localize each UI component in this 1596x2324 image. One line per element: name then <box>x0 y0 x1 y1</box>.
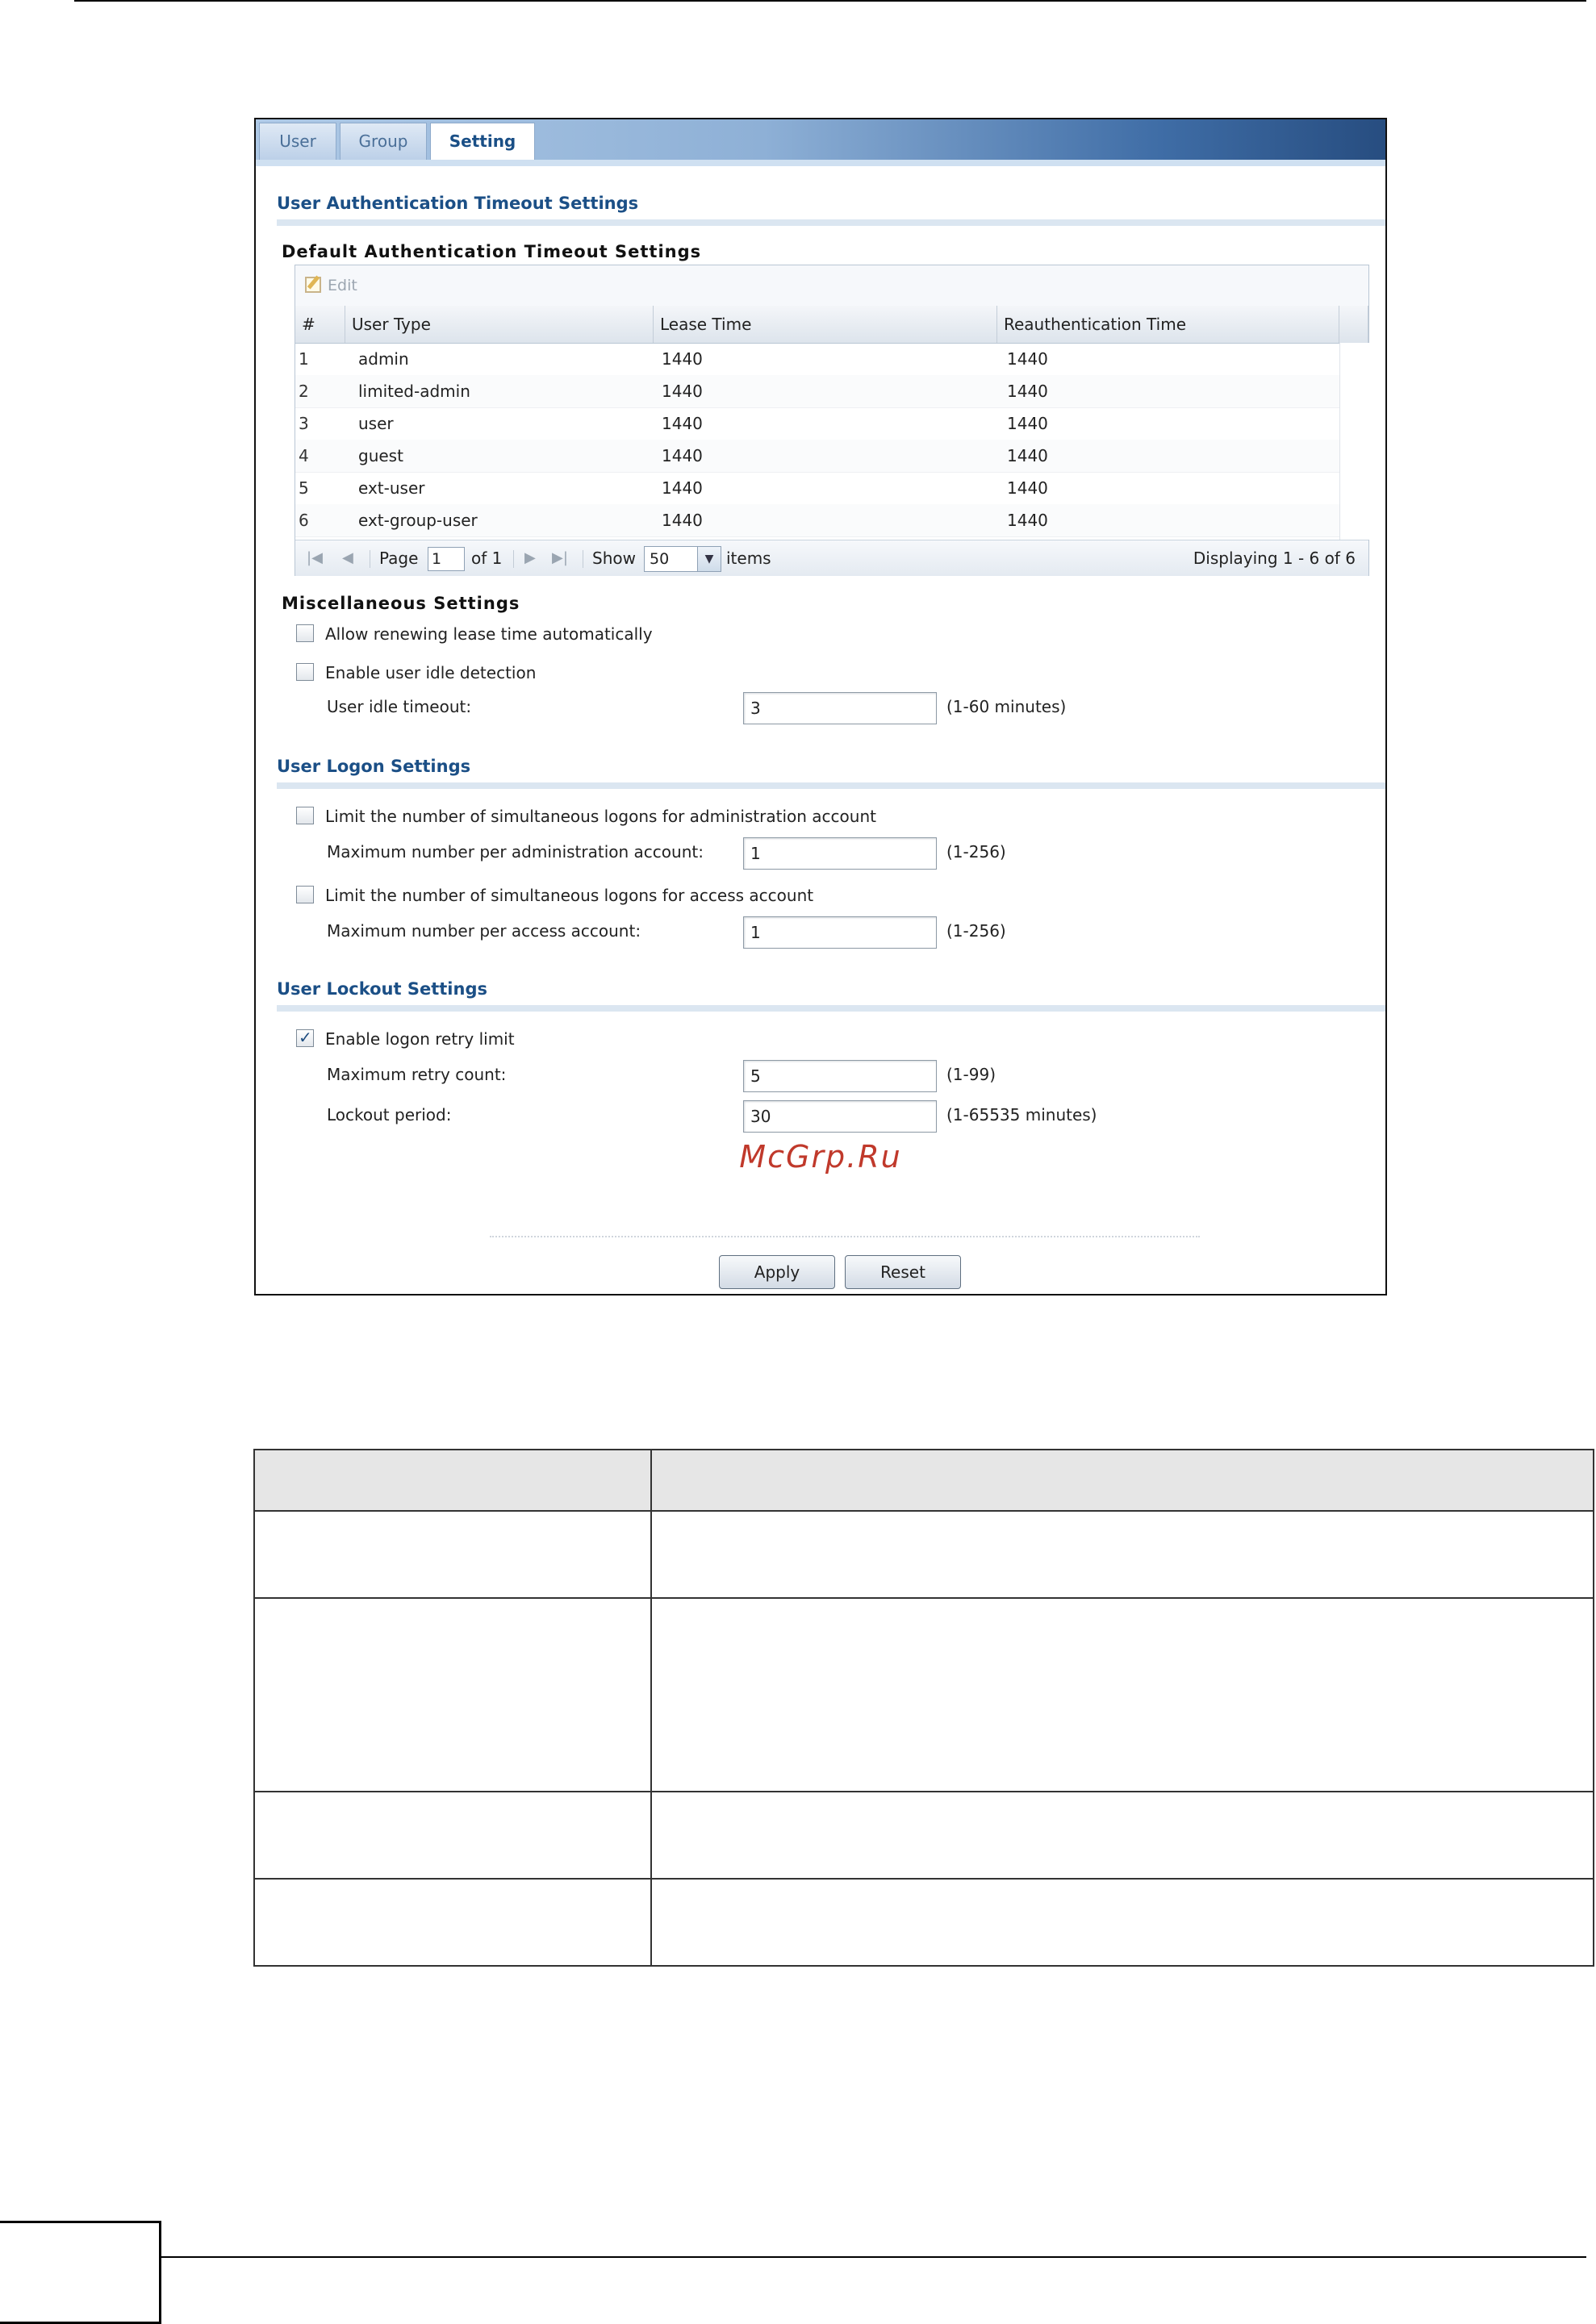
previous-page-icon[interactable]: ◀ <box>342 549 353 566</box>
max-admin-input[interactable]: 1 <box>743 837 937 870</box>
tab-bar-underline <box>256 160 1385 166</box>
table-scrollbar[interactable] <box>1339 343 1369 540</box>
lockout-section-title: User Lockout Settings <box>277 979 487 999</box>
max-admin-label: Maximum number per administration account: <box>327 842 704 862</box>
max-admin-hint: (1-256) <box>946 842 1006 862</box>
last-page-icon[interactable]: ▶| <box>552 549 568 566</box>
page-size-value: 50 <box>650 550 670 568</box>
max-access-input[interactable]: 1 <box>743 916 937 949</box>
retry-limit-checkbox[interactable] <box>296 1029 314 1047</box>
description-table-row <box>255 1880 1593 1965</box>
column-header-spacer <box>1339 306 1368 343</box>
page-top-rule <box>74 0 1586 2</box>
limit-admin-logons-checkbox[interactable] <box>296 807 314 824</box>
default-timeout-title: Default Authentication Timeout Settings <box>282 242 702 261</box>
limit-access-logons-checkbox[interactable] <box>296 886 314 903</box>
table-row[interactable] <box>295 472 1339 505</box>
chevron-down-icon: ▼ <box>697 547 721 571</box>
row-user-type: user <box>358 414 394 433</box>
reset-button[interactable]: Reset <box>845 1255 961 1289</box>
page-number-box <box>0 2221 161 2324</box>
row-user-type: guest <box>358 446 403 465</box>
row-reauth-time: 1440 <box>1007 414 1048 433</box>
allow-renew-label: Allow renewing lease time automatically <box>325 624 653 644</box>
column-header-user-type[interactable]: User Type <box>345 306 654 343</box>
row-number: 2 <box>299 382 309 401</box>
tab-user[interactable]: User <box>259 123 336 160</box>
page-number-input[interactable]: 1 <box>428 547 465 571</box>
limit-access-logons-label: Limit the number of simultaneous logons for access account <box>325 886 814 905</box>
idle-timeout-hint: (1-60 minutes) <box>946 697 1067 716</box>
max-retry-hint: (1-99) <box>946 1065 996 1084</box>
row-number: 5 <box>299 478 309 498</box>
column-header-lease-time[interactable]: Lease Time <box>654 306 997 343</box>
allow-renew-checkbox[interactable] <box>296 624 314 642</box>
row-user-type: ext-user <box>358 478 425 498</box>
page-label: Page <box>379 549 419 568</box>
row-user-type: ext-group-user <box>358 511 478 530</box>
idle-timeout-label: User idle timeout: <box>327 697 472 716</box>
max-retry-label: Maximum retry count: <box>327 1065 507 1084</box>
apply-button[interactable]: Apply <box>719 1255 835 1289</box>
auth-timeout-section-title: User Authentication Timeout Settings <box>277 194 639 213</box>
edit-label: Edit <box>328 277 357 294</box>
table-row[interactable] <box>295 375 1339 408</box>
table-row[interactable] <box>295 440 1339 473</box>
row-lease-time: 1440 <box>662 446 703 465</box>
row-reauth-time: 1440 <box>1007 382 1048 401</box>
table-header <box>295 306 1368 344</box>
section-divider <box>277 1005 1385 1012</box>
lockout-period-hint: (1-65535 minutes) <box>946 1105 1097 1124</box>
table-row[interactable] <box>295 407 1339 440</box>
row-number: 4 <box>299 446 309 465</box>
items-label: items <box>726 549 771 568</box>
idle-detection-checkbox[interactable] <box>296 663 314 681</box>
edit-icon <box>305 277 321 293</box>
edit-button[interactable] <box>305 273 357 298</box>
column-header-number[interactable]: # <box>295 306 345 343</box>
row-user-type: admin <box>358 349 409 369</box>
row-reauth-time: 1440 <box>1007 478 1048 498</box>
misc-settings-title: Miscellaneous Settings <box>282 594 520 613</box>
description-table-row <box>255 1792 1593 1880</box>
page-count-label: of 1 <box>471 549 503 568</box>
displaying-count: Displaying 1 - 6 of 6 <box>1193 549 1356 568</box>
description-table-row <box>255 1512 1593 1599</box>
description-table-header <box>255 1450 1593 1512</box>
description-table-divider <box>650 1450 652 1965</box>
tab-group[interactable]: Group <box>340 123 427 160</box>
column-header-reauth-time[interactable]: Reauthentication Time <box>997 306 1339 343</box>
lockout-period-label: Lockout period: <box>327 1105 452 1124</box>
page-bottom-rule <box>161 2256 1586 2258</box>
button-separator <box>490 1236 1200 1237</box>
row-user-type: limited-admin <box>358 382 470 401</box>
row-number: 6 <box>299 511 309 530</box>
row-lease-time: 1440 <box>662 349 703 369</box>
row-lease-time: 1440 <box>662 478 703 498</box>
max-access-hint: (1-256) <box>946 921 1006 941</box>
tab-setting[interactable]: Setting <box>430 123 535 161</box>
table-row[interactable] <box>295 504 1339 537</box>
idle-timeout-input[interactable]: 3 <box>743 692 937 724</box>
limit-admin-logons-label: Limit the number of simultaneous logons for administration account <box>325 807 876 826</box>
row-reauth-time: 1440 <box>1007 511 1048 530</box>
timeout-table <box>295 265 1369 576</box>
description-table-row <box>255 1599 1593 1792</box>
watermark: McGrp.Ru <box>739 1139 902 1175</box>
logon-section-title: User Logon Settings <box>277 757 471 776</box>
show-label: Show <box>592 549 636 568</box>
row-lease-time: 1440 <box>662 511 703 530</box>
next-page-icon[interactable]: ▶ <box>524 549 536 566</box>
table-row[interactable] <box>295 343 1339 376</box>
row-lease-time: 1440 <box>662 414 703 433</box>
settings-screenshot <box>254 118 1387 1296</box>
row-lease-time: 1440 <box>662 382 703 401</box>
first-page-icon[interactable]: |◀ <box>307 549 323 566</box>
max-retry-input[interactable]: 5 <box>743 1060 937 1092</box>
lockout-period-input[interactable]: 30 <box>743 1100 937 1133</box>
table-toolbar <box>295 265 1368 307</box>
max-access-label: Maximum number per access account: <box>327 921 641 941</box>
page-size-select[interactable] <box>644 546 721 572</box>
retry-limit-label: Enable logon retry limit <box>325 1029 515 1049</box>
row-reauth-time: 1440 <box>1007 446 1048 465</box>
table-pager <box>295 540 1368 576</box>
description-table <box>253 1449 1594 1967</box>
section-divider <box>277 782 1385 789</box>
section-divider <box>277 219 1385 226</box>
idle-detection-label: Enable user idle detection <box>325 663 537 682</box>
pager-separator <box>513 550 514 568</box>
tab-bar <box>256 119 1385 160</box>
row-number: 3 <box>299 414 309 433</box>
row-reauth-time: 1440 <box>1007 349 1048 369</box>
row-number: 1 <box>299 349 309 369</box>
